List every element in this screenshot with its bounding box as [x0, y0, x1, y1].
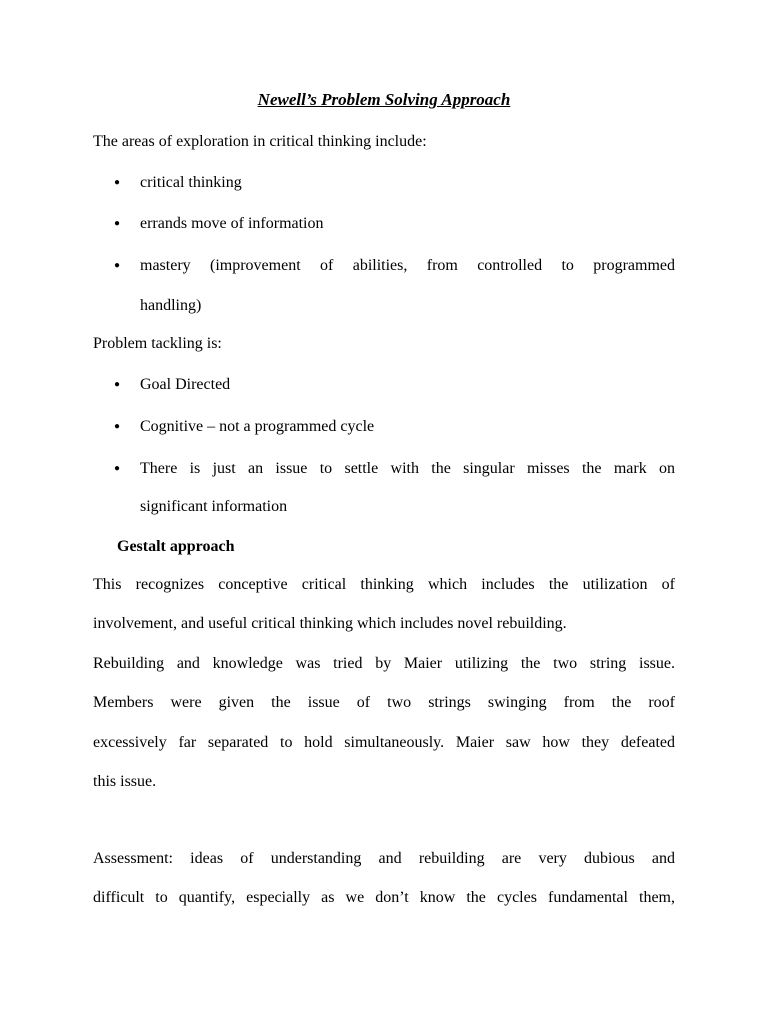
bullet-icon: ● [114, 218, 121, 229]
bullet-icon: ● [114, 177, 121, 188]
intro-text: The areas of exploration in critical thinking include: [93, 133, 427, 150]
document-title: Newell’s Problem Solving Approach [257, 90, 511, 109]
list-item-continuation: handling) [140, 297, 202, 314]
list-item: mastery (improvement of abilities, from controlled to programmed [140, 257, 675, 274]
paragraph-line: Members were given the issue of two strings swinging from the roof [93, 694, 675, 711]
list-item: errands move of information [140, 215, 324, 232]
list-item: There is just an issue to settle with the singular misses the mark on [140, 460, 675, 477]
paragraph-line: This recognizes conceptive critical thinking which includes the utilization of [93, 576, 675, 593]
paragraph-line: this issue. [93, 773, 157, 790]
gestalt-heading: Gestalt approach [117, 538, 235, 555]
bullet-icon: ● [114, 463, 121, 474]
paragraph-line: Rebuilding and knowledge was tried by Maier utilizing the two string issue. [93, 655, 675, 672]
paragraph-line: excessively far separated to hold simultaneously. Maier saw how they defeated [93, 734, 675, 751]
paragraph-line: difficult to quantify, especially as we don’t know the cycles fundamental them, [93, 889, 675, 906]
list-item: Goal Directed [140, 376, 231, 393]
bullet-icon: ● [114, 260, 121, 271]
list-item: critical thinking [140, 174, 242, 191]
problem-intro-text: Problem tackling is: [93, 335, 222, 352]
paragraph-line: involvement, and useful critical thinking which includes novel rebuilding. [93, 615, 567, 632]
list-item-continuation: significant information [140, 498, 288, 515]
bullet-icon: ● [114, 421, 121, 432]
bullet-icon: ● [114, 379, 121, 390]
paragraph-line: Assessment: ideas of understanding and rebuilding are very dubious and [93, 850, 675, 867]
list-item: Cognitive – not a programmed cycle [140, 418, 375, 435]
